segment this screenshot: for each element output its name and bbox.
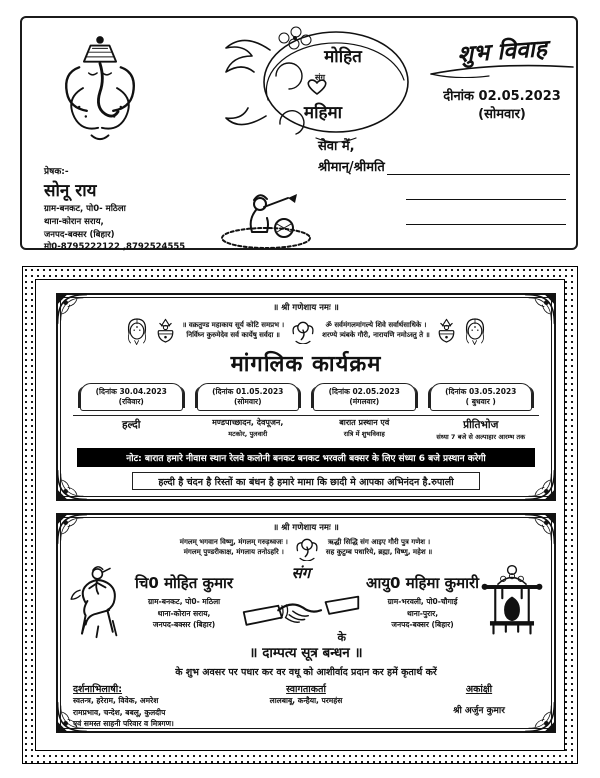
monogram-groom-name: मोहित <box>324 47 362 67</box>
event-date: (दिनांक 03.05.2023 <box>445 387 517 396</box>
bride-face-icon <box>463 315 487 347</box>
sender-address-line: थाना-कोरान सराय, <box>44 216 104 227</box>
mangalik-title: मांगलिक कार्यक्रम <box>230 351 382 377</box>
bride-address <box>366 596 479 631</box>
bottom-columns <box>69 678 543 730</box>
corner-flourish-icon <box>56 513 88 545</box>
wedding-date: दीनांक 02.05.2023 <box>443 89 561 104</box>
addressee-block <box>318 136 570 225</box>
shubh-vivah-block <box>418 34 586 122</box>
groom-address-line: ग्राम-बनकट, पो0- मठिला <box>147 597 221 606</box>
corner-flourish-icon <box>524 293 556 325</box>
event-list <box>69 378 543 441</box>
groom-column <box>69 563 238 645</box>
swagatakarta-title: स्वागताकर्ता <box>286 684 326 695</box>
event-item <box>190 383 307 441</box>
event-sub: मटकोर, पुलवारी <box>228 429 268 438</box>
monogram-bride-name: महिमा <box>303 103 343 123</box>
addressee-blank-line <box>406 175 566 200</box>
handshake-icon <box>238 583 364 633</box>
shloka-right: ॐ सर्वमंगलमांगल्ये शिवे सर्वार्थसाधिके । शरण्ये त्र्यंबके गौरी, नारायणि नमोऽस्तु ते ॥ <box>322 321 430 339</box>
monogram-sang-label: संग <box>315 73 325 82</box>
couple-monogram <box>220 20 416 148</box>
swagatakarta-block <box>246 682 366 707</box>
bride-address-line: ग्राम-भरवली, पो0-चौगाई <box>387 597 458 606</box>
wedding-day: (सोमवार) <box>478 107 526 122</box>
event-day: (मंगलवार) <box>349 397 380 406</box>
kalash-icon <box>155 318 176 345</box>
ganesha-small-icon <box>290 318 316 344</box>
seva-me-label: सेवा में, <box>318 139 355 154</box>
groom-address <box>135 596 233 631</box>
event-date: (दिनांक 02.05.2023 <box>328 387 400 396</box>
sender-label: प्रेषक:- <box>44 167 69 177</box>
sang-label: संग <box>291 564 311 582</box>
sender-name: सोनू राय <box>44 181 97 201</box>
corner-flourish-icon <box>56 293 88 325</box>
shloka-left: मंगलम् भगवान विष्णु, मंगलम् गरुड़ध्वजः । मंगलम् पुण्डरीकाक्ष, मंगलाय तनोऽहरि । <box>179 538 288 556</box>
shubh-vivah-title: शुभ विवाह <box>456 34 548 69</box>
sender-block <box>44 164 234 254</box>
sang-column <box>238 563 364 645</box>
akankshi-title: अकांक्षी <box>465 684 493 695</box>
event-label: प्रीतिभोज <box>423 415 540 432</box>
bride-face-icon <box>125 315 149 347</box>
shloka-row <box>69 535 543 561</box>
heart-icon <box>306 78 328 96</box>
groom-address-line: जनपद-बक्सर (बिहार) <box>152 620 216 630</box>
event-date-box <box>313 383 416 411</box>
shloka-row <box>69 315 543 347</box>
corner-flourish-icon <box>524 701 556 733</box>
ganesh-namah-line: ॥ श्री गणेशाय नमः ॥ <box>273 523 339 533</box>
corner-flourish-icon <box>524 513 556 545</box>
event-label: बारात प्रस्थान एवं <box>306 415 423 429</box>
corner-flourish-icon <box>56 701 88 733</box>
event-date: (दिनांक 01.05.2023 <box>212 387 284 396</box>
groom-block <box>135 563 233 631</box>
event-item <box>306 383 423 441</box>
akankshi-name: श्री अर्जुन कुमार <box>453 706 505 716</box>
groom-address-line: थाना-कोरान सराय, <box>157 608 211 618</box>
decorative-lace-frame <box>22 266 578 764</box>
event-label: हल्दी <box>73 415 190 432</box>
darshanabhilashi-names: स्वतन्त्र, हरेराम, विवेक, अमरेश <box>73 696 159 705</box>
event-sub: संध्या 7 बजे से अल्पाहार आरम्भ तक <box>436 433 526 442</box>
haldi-quote: हल्दी है चंदन है रिस्तों का बंधन है हमारे मामा कि छादी मे आपका अभिनंदन है.रुपाली <box>132 472 480 490</box>
kalash-icon <box>436 318 457 345</box>
shriman-label: श्रीमान्/श्रीमति <box>318 160 385 175</box>
sender-mobile: मो0-8795222122 ,8792524555 <box>44 242 186 253</box>
event-label: मण्डपाच्छादन, देवपूजन, <box>190 415 307 429</box>
corner-flourish-icon <box>524 469 556 501</box>
event-day: (रविवार) <box>118 397 144 406</box>
event-date-box <box>80 383 183 411</box>
groom-horse-icon <box>69 563 133 639</box>
event-item <box>73 383 190 441</box>
addressee-blank-line <box>387 160 570 175</box>
bride-column <box>364 563 543 645</box>
shehnai-player-icon <box>218 188 314 250</box>
darshanabhilashi-title: दर्शनाभिलाषी: <box>73 684 123 695</box>
blessing-line: के शुभ अवसर पर पधार कर वर वधू को आशीर्वाद प्रदान कर हमें कृतार्थ करें <box>175 667 437 678</box>
event-item <box>423 383 540 441</box>
bride-address-line: थाना-पुरार, <box>406 608 439 618</box>
groom-name: चि0 मोहित कुमार <box>135 574 234 592</box>
corner-flourish-icon <box>56 469 88 501</box>
shloka-right: ऋद्धी सिद्धि संग आइए गौरी पुत्र गणेश । सह कुटुम्ब पधारिये, ब्रह्मा, विष्णु, महेश ॥ <box>325 538 433 556</box>
bride-address-line: जनपद-बक्सर (बिहार) <box>391 620 454 630</box>
event-date-box <box>197 383 300 411</box>
event-day: (सोमवार) <box>233 397 262 406</box>
darshanabhilashi-names: रामप्रभाव, चन्देश, बबलू, कुलदीप <box>73 707 166 717</box>
couple-row <box>69 563 543 645</box>
swagatakarta-names: लालबाबू, कन्हैया, परमहंस <box>269 696 343 705</box>
shloka-left: ॥ वक्रतुण्ड महाकाय सूर्य कोटि समप्रभ । निर्विघ्न कुरुमेदेव सर्व कार्येषु सर्वदा ॥ <box>182 321 285 339</box>
event-sub: रात्रि में शुभविवाह <box>343 429 385 438</box>
sender-address-line: ग्राम-बनकट, पो0- मठिला <box>44 204 126 214</box>
event-day: ( बुधवार ) <box>465 397 496 406</box>
baraat-note-bar: नोट: बारात हमारे नीवास स्थान रेलवे कलोनी बनकट बनकट भरवली बक्सर के लिए संध्या 6 बजे प्रस्थान करेगी <box>77 448 535 467</box>
darshanabhilashi-block <box>73 682 193 730</box>
dampatya-bandhan-title: ॥ दाम्पत्य सूत्र बन्धन ॥ <box>249 645 363 661</box>
ganesha-small-icon <box>294 535 320 561</box>
addressee-blank-line <box>406 200 566 225</box>
sender-address-line: जनपद-बक्सर (बिहार) <box>44 229 115 240</box>
mangalik-card <box>56 293 556 501</box>
event-date: (दिनांक 30.04.2023 <box>95 387 167 396</box>
akankshi-block <box>419 682 539 716</box>
envelope-front-card <box>20 16 578 253</box>
ganesha-icon <box>48 30 152 150</box>
bride-name: आयु0 महिमा कुमारी <box>366 574 479 592</box>
bride-block <box>366 563 479 631</box>
ganesh-namah-line: ॥ श्री गणेशाय नमः ॥ <box>273 303 339 313</box>
ke-label: के <box>337 631 346 644</box>
palki-icon <box>481 563 543 637</box>
darshanabhilashi-names: एवं समस्त साहनी परिवार व मित्रगण। <box>73 719 174 729</box>
event-date-box <box>430 383 533 411</box>
invitation-card <box>56 513 556 733</box>
